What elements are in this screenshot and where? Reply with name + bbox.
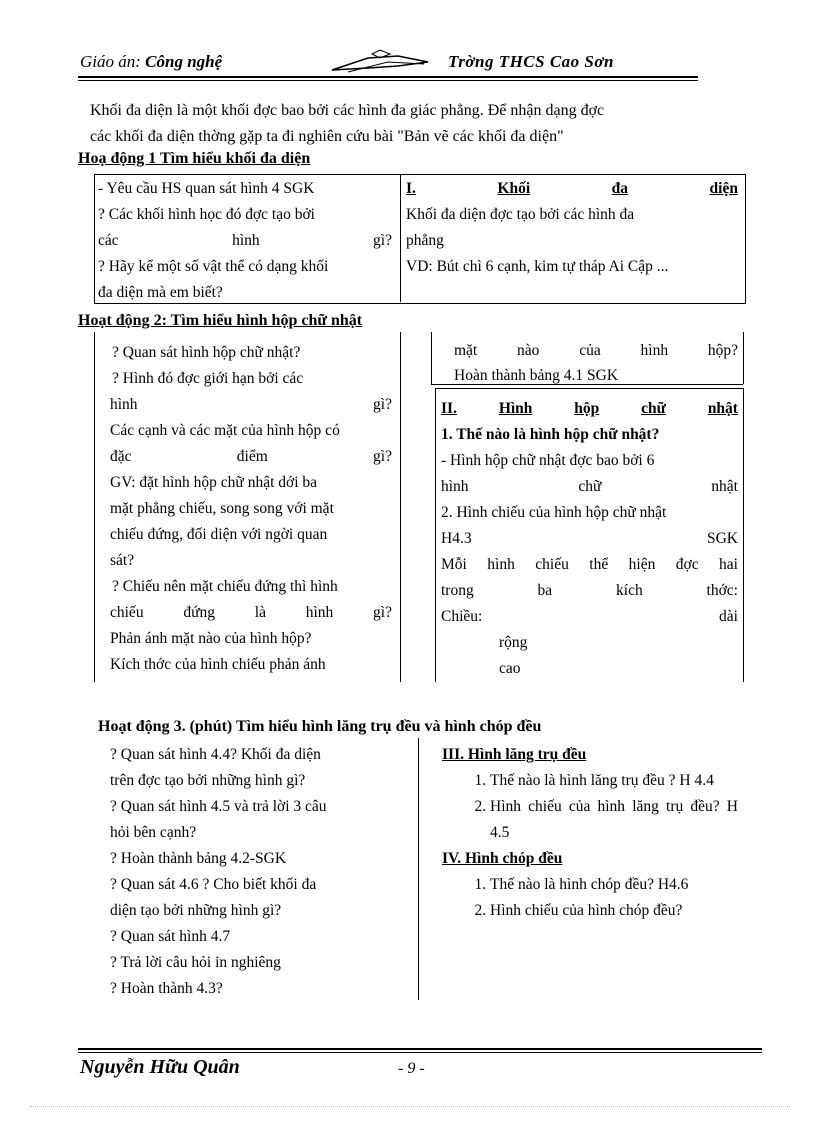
text-line: ? Hoàn thành 4.3? [110, 980, 223, 997]
text-line: Chiều: dài [441, 608, 738, 625]
intro-line: các khối đa diện thờng gặp ta đi nghiên cứu bài "Bản vẽ các khối đa diện" [90, 128, 564, 145]
text-line: VD: Bút chì 6 cạnh, kim tự tháp Ai Cập ... [406, 258, 669, 275]
text-line: ? Hình đó đợc giới hạn bởi các [112, 370, 304, 387]
title-word: diện [709, 180, 738, 197]
activity1-divider [400, 174, 401, 302]
activity3-left [110, 742, 410, 1002]
text-line: chiếu đứng là hình gì? [110, 604, 392, 621]
activity2-right-top [454, 338, 738, 364]
header-rule [78, 76, 698, 78]
header-label: Giáo án: [80, 52, 141, 71]
title-word: I. [406, 180, 416, 197]
text-line: mặt nào của hình hộp? [454, 342, 738, 359]
section-title: IV. Hình chóp đều [442, 850, 563, 867]
text-line: 2. Hình chiếu của hình hộp chữ nhật [441, 504, 667, 521]
activity2-right [441, 396, 738, 682]
page-edge [30, 1106, 790, 1107]
intro-line: Khối đa diện là một khối đợc bao bởi các hình đa giác phẳng. Để nhận dạng đợc [90, 102, 605, 119]
title-word: Khối [497, 180, 531, 197]
text-line: ? Hãy kể một số vật thể có dạng khối [98, 258, 329, 275]
header-subject-name: Công nghệ [145, 52, 223, 71]
text-line: GV: đặt hình hộp chữ nhật dới ba [110, 474, 318, 491]
activity2-left-border [94, 332, 95, 682]
title-word: đa [611, 180, 629, 197]
text-line: Các cạnh và các mặt của hình hộp có [110, 422, 340, 439]
text-line: ? Quan sát 4.6 ? Cho biết khối đa [110, 876, 317, 893]
activity2-box-left [435, 388, 436, 682]
text-line: Mỗi hình chiếu thể hiện đợc hai [441, 556, 738, 573]
footer-rule-thin [78, 1052, 762, 1053]
text-line: rộng [499, 634, 528, 651]
page-number: - 9 - [398, 1060, 425, 1077]
activity3-heading: Hoạt động 3. (phút) Tìm hiểu hình lăng trụ đều và hình chóp đều [98, 718, 542, 735]
activity3-right [442, 742, 738, 924]
text-line: ? Chiếu nên mặt chiếu đứng thì hình [112, 578, 338, 595]
text-line: diện tạo bởi những hình gì? [110, 902, 282, 919]
section-title [441, 396, 738, 422]
list-item: 2. Hình chiếu của hình lăng trụ đều? H 4.5 [490, 794, 738, 846]
text-line: ? Quan sát hình 4.4? Khối đa diện [110, 746, 321, 763]
text-line: trên đợc tạo bởi những hình gì? [110, 772, 306, 789]
text-line: ? Các khối hình học đó đợc tạo bởi [98, 206, 315, 223]
subsection-title: 1. Thế nào là hình hộp chữ nhật? [441, 426, 660, 443]
footer-rule [78, 1048, 762, 1050]
activity3-divider [418, 738, 419, 1000]
header-rule-thin [78, 80, 698, 81]
text-line: ? Quan sát hình 4.7 [110, 928, 231, 945]
activity2-box-top [435, 388, 743, 389]
title-word: II. [441, 400, 457, 417]
text-line: ? Trả lời câu hỏi in nghiêng [110, 954, 281, 971]
text-line: trong ba kích thớc: [441, 582, 738, 599]
text-line: hỏi bên cạnh? [110, 824, 197, 841]
activity2-top-right-border2 [743, 332, 744, 384]
intro-paragraph [90, 98, 750, 150]
activity1-heading: Hoạ động 1 Tìm hiểu khối đa diện [78, 150, 311, 167]
list-item: 1. Thế nào là hình lăng trụ đều ? H 4.4 [490, 768, 738, 794]
list-item: 1. Thế nào là hình chóp đều? H4.6 [490, 872, 738, 898]
text-line: Kích thớc của hình chiếu phản ánh [110, 656, 326, 673]
title-word: nhật [707, 400, 738, 417]
footer-author: Nguyễn Hữu Quân [80, 1056, 240, 1078]
title-word: Hình [498, 400, 533, 417]
list-item: 2. Hình chiếu của hình chóp đều? [490, 898, 738, 924]
section-title [406, 176, 738, 202]
text-line: ? Quan sát hình hộp chữ nhật? [112, 344, 301, 361]
text-line: sát? [110, 552, 135, 569]
activity1-right [406, 176, 738, 280]
section-title: III. Hình lăng trụ đều [442, 746, 587, 763]
text-line: phẳng [406, 232, 444, 249]
text-line: ? Quan sát hình 4.5 và trả lời 3 câu [110, 798, 327, 815]
text-line: H4.3 SGK [441, 530, 738, 547]
text-line: - Yêu cầu HS quan sát hình 4 SGK [98, 180, 315, 197]
text-line: ? Hoàn thành bảng 4.2-SGK [110, 850, 287, 867]
activity2-mid-border [400, 332, 401, 682]
text-line: cao [499, 660, 521, 677]
activity2-left [110, 340, 392, 678]
text-line: hình gì? [110, 396, 392, 413]
section4-list [442, 872, 738, 924]
text-line: - Hình hộp chữ nhật đợc bao bởi 6 [441, 452, 655, 469]
text-line: đa diện mà em biết? [98, 284, 223, 301]
text-line: đặc điểm gì? [110, 448, 392, 465]
header-school: Trờng THCS Cao Sơn [448, 52, 614, 71]
text-line: hình chữ nhật [441, 478, 738, 495]
activity2-right-top-2 [454, 364, 738, 388]
text-line: chiếu đứng, đối diện với ngời quan [110, 526, 328, 543]
header-subject [80, 52, 222, 72]
section3-list [442, 768, 738, 846]
activity2-heading: Hoạt động 2: Tìm hiểu hình hộp chữ nhật [78, 312, 363, 329]
activity1-left [98, 176, 392, 306]
activity2-box-right [743, 388, 744, 682]
text-line: mặt phẳng chiếu, song song với mặt [110, 500, 334, 517]
text-line: Hoàn thành bảng 4.1 SGK [454, 367, 619, 384]
text-line: Khối đa diện đợc tạo bởi các hình đa [406, 206, 635, 223]
title-word: hộp [574, 400, 600, 417]
activity2-top-right-border [431, 332, 432, 384]
text-line: các hình gì? [98, 232, 392, 249]
text-line: Phản ánh mặt nào của hình hộp? [110, 630, 312, 647]
pen-logo-icon [328, 48, 438, 76]
title-word: chữ [641, 400, 666, 417]
